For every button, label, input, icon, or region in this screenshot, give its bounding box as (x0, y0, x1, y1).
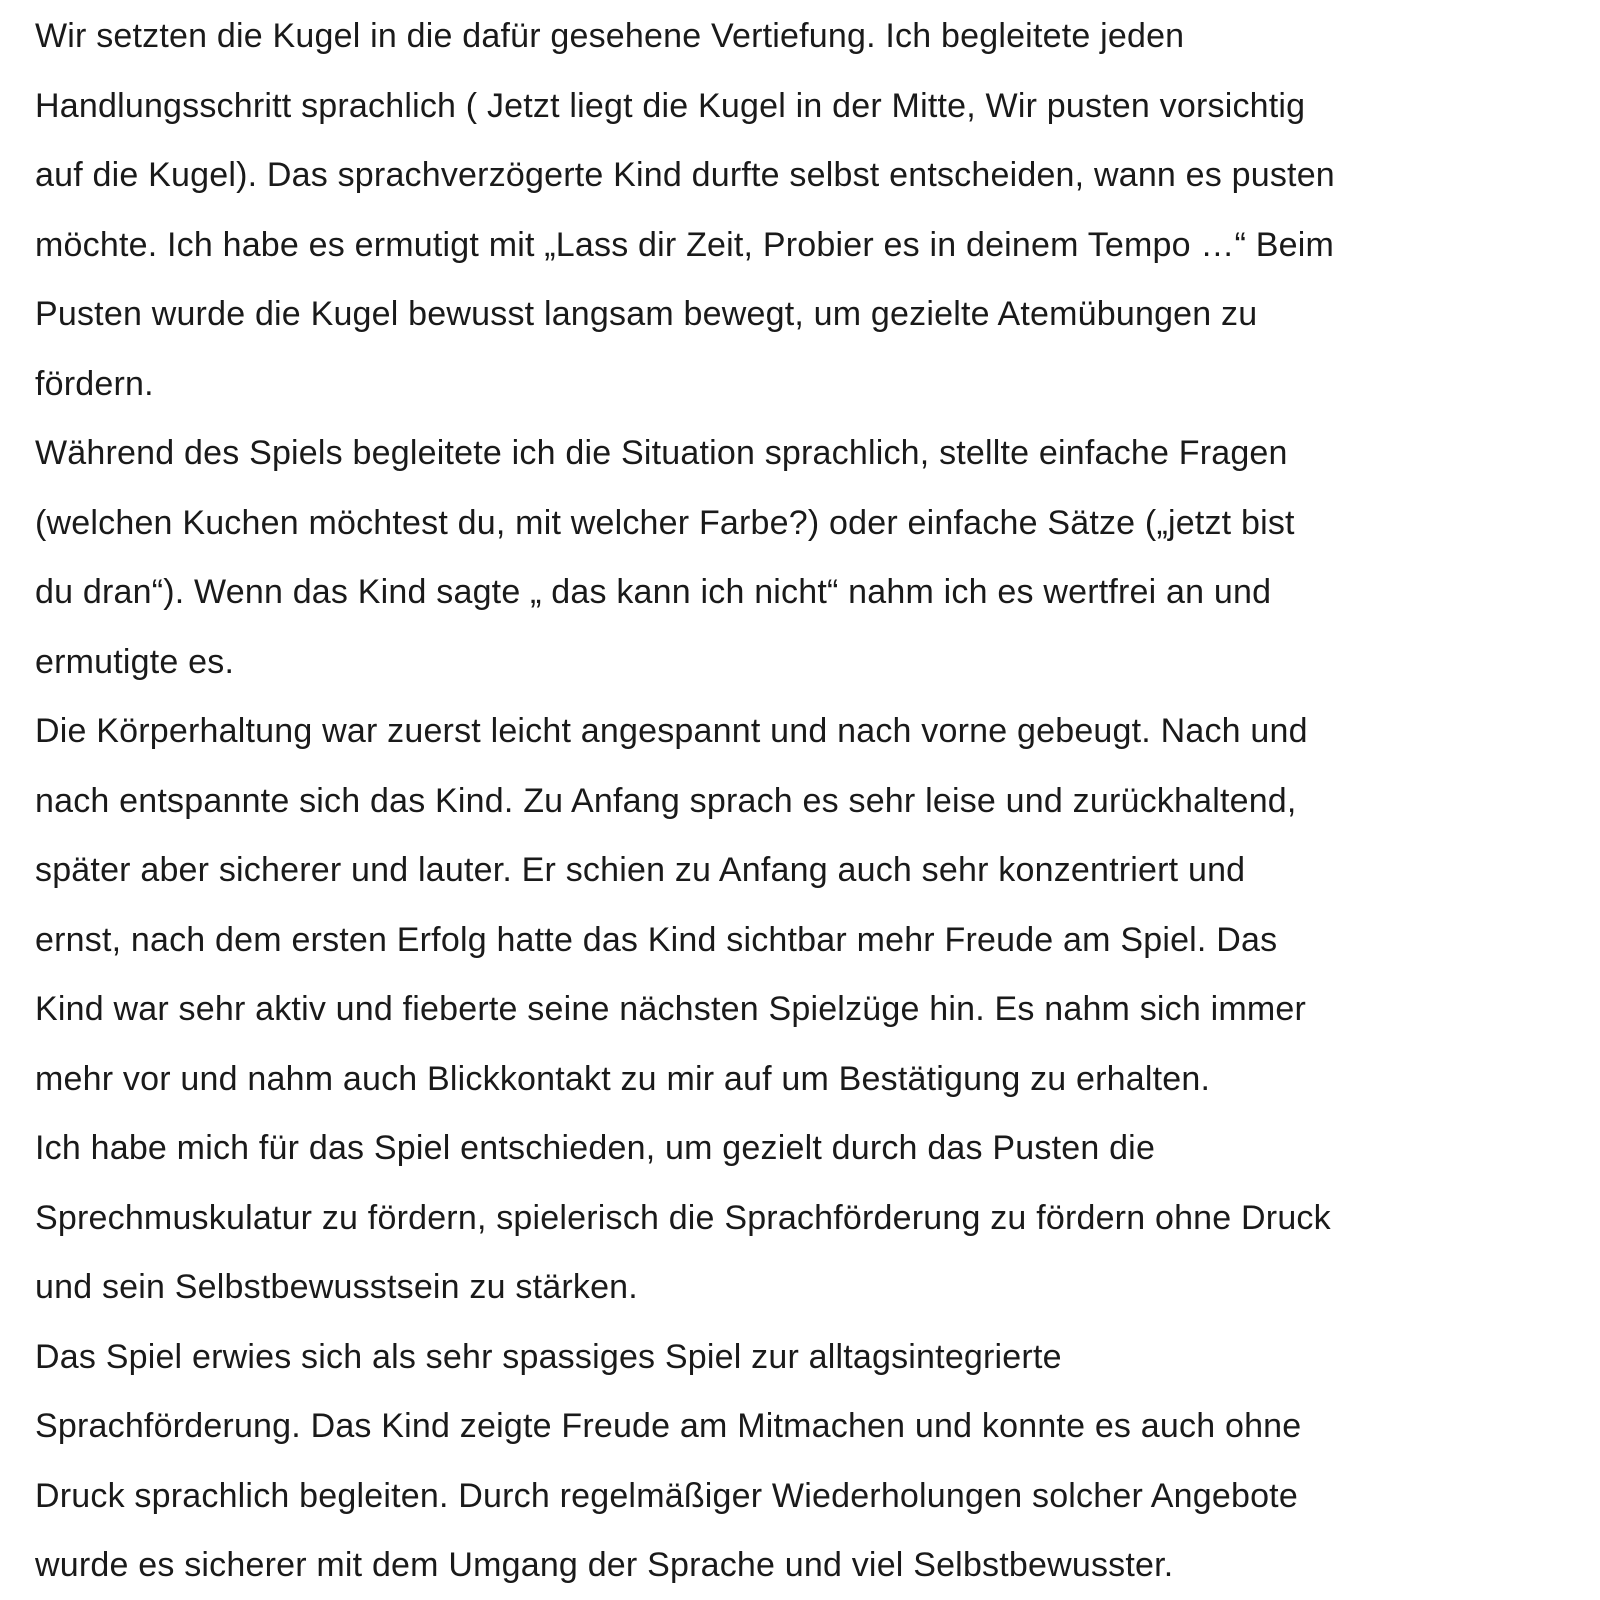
text-line: Die Körperhaltung war zuerst leicht angespannt und nach vorne gebeugt. Nach und (35, 712, 1308, 750)
text-line: Ich habe mich für das Spiel entschieden, um gezielt durch das Pusten die (35, 1129, 1156, 1167)
text-line: Während des Spiels begleitete ich die Situation sprachlich, stellte einfache Fragen (35, 434, 1288, 472)
text-line: Pusten wurde die Kugel bewusst langsam bewegt, um gezielte Atemübungen zu (35, 295, 1258, 333)
text-line: später aber sicherer und lauter. Er schien zu Anfang auch sehr konzentriert und (35, 851, 1246, 889)
text-line: mehr vor und nahm auch Blickkontakt zu mir auf um Bestätigung zu erhalten. (35, 1059, 1211, 1098)
text-line: wurde es sicherer mit dem Umgang der Sprache und viel Selbstbewusster. (35, 1546, 1174, 1584)
text-line: ermutigte es. (35, 642, 235, 681)
text-line: du dran“). Wenn das Kind sagte „ das kann ich nicht“ nahm ich es wertfrei an und (35, 573, 1272, 611)
text-line: ernst, nach dem ersten Erfolg hatte das Kind sichtbar mehr Freude am Spiel. Das (35, 920, 1278, 959)
text-line: Das Spiel erwies sich als sehr spassiges Spiel zur alltagsintegrierte (35, 1337, 1062, 1376)
text-line: Sprechmuskulatur zu fördern, spielerisch die Sprachförderung zu fördern ohne Druck (35, 1198, 1331, 1237)
text-line: (welchen Kuchen möchtest du, mit welcher Farbe?) oder einfache Sätze („jetzt bist (35, 503, 1295, 542)
text-line: nach entspannte sich das Kind. Zu Anfang sprach es sehr leise und zurückhaltend, (35, 781, 1297, 820)
text-line: und sein Selbstbewusstsein zu stärken. (35, 1268, 638, 1306)
text-line: Handlungsschritt sprachlich ( Jetzt liegt die Kugel in der Mitte, Wir pusten vorsichtig (35, 86, 1306, 125)
text-line: Sprachförderung. Das Kind zeigte Freude am Mitmachen und konnte es auch ohne (35, 1407, 1302, 1445)
text-line: auf die Kugel). Das sprachverzögerte Kind durfte selbst entscheiden, wann es pusten (35, 156, 1335, 194)
text-line: Druck sprachlich begleiten. Durch regelmäßiger Wiederholungen solcher Angebote (35, 1476, 1298, 1515)
text-line: Kind war sehr aktiv und fieberte seine nächsten Spielzüge hin. Es nahm sich immer (35, 990, 1307, 1028)
text-line: fördern. (35, 364, 154, 403)
text-line: Wir setzten die Kugel in die dafür gesehene Vertiefung. Ich begleitete jeden (35, 17, 1185, 55)
text-line: möchte. Ich habe es ermutigt mit „Lass dir Zeit, Probier es in deinem Tempo …“ Beim (35, 225, 1335, 264)
